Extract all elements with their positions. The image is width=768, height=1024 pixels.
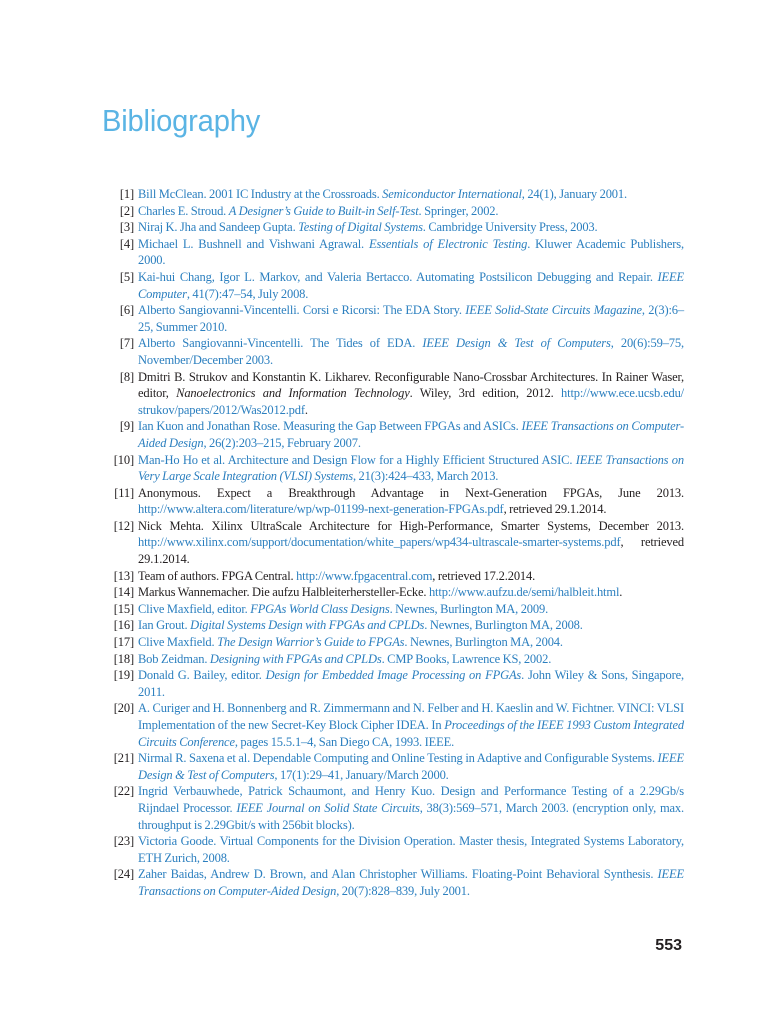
bib-entry	[104, 601, 684, 618]
bib-entry-link-text[interactable]: Victoria Goode. Virtual Components for the Division Operation. Master thesis, Integrated Systems Laboratory, ETH Zurich, 2008.	[138, 834, 684, 865]
bib-entry-link-text[interactable]: Ingrid Verbauwhede, Patrick Schaumont, and Henry Kuo. Design and Performance Testing of a 2.29Gb/s Rijndael Processor.	[138, 784, 684, 815]
bib-entry-source-title[interactable]: Digital Systems Design with FPGAs and CPLDs	[190, 618, 425, 633]
bib-entry-text: .	[304, 402, 308, 417]
page-title: Bibliography	[102, 103, 261, 138]
bib-entry-number: [17]	[113, 635, 134, 650]
bib-entry-number: [1]	[119, 187, 134, 201]
bib-entry	[104, 269, 684, 302]
bib-entry-source-title[interactable]: Semiconductor International	[382, 187, 522, 201]
bib-entry-source-title: Nanoelectronics and Information Technology	[176, 386, 410, 401]
bib-entry-source-title[interactable]: IEEE Solid-State Circuits Magazine	[465, 303, 642, 318]
bib-entry-link-text[interactable]: Man-Ho Ho et al. Architecture and Design Flow for a Highly Efficient Structured ASIC.	[138, 452, 576, 467]
bib-entry-text: Anonymous. Expect a Breakthrough Advantage in Next-Generation FPGAs, June 2013.	[138, 485, 684, 500]
bib-entry	[104, 186, 684, 203]
bib-entry-link-text[interactable]: , pages 15.5.1–4, San Diego CA, 1993. IEEE.	[234, 734, 455, 749]
bib-entry-text: Dmitri B. Strukov and Konstantin K. Likharev. Reconfigurable Nano-Crossbar Architectures. In Rainer Waser, editor,	[138, 369, 684, 401]
bib-entry-link-text[interactable]: , 38(3):569–571, March 2003. (encryption only, max. throughput is 2.29Gbit/s with 256bit blocks).	[138, 800, 684, 832]
bib-entry	[104, 700, 684, 750]
bib-entry-number: [5]	[119, 269, 134, 284]
bib-entry-number: [9]	[119, 419, 134, 434]
bib-entry	[104, 369, 684, 419]
bib-entry-source-title[interactable]: Proceedings of the IEEE 1993 Custom Integrated Circuits Conference	[138, 718, 684, 749]
bib-entry-link-text[interactable]: A. Curiger and H. Bonnenberg and R. Zimmermann and N. Felber and H. Kaeslin and W. Fichtner. VINCI: VLSI Implementation of the new Secret-Key Block Cipher IDEA. In	[138, 701, 684, 732]
bib-entry-source-title[interactable]: IEEE Design & Test of Computers	[422, 336, 611, 351]
bib-entry-url-link[interactable]: http://www.xilinx.com/support/documentation/white_papers/wp434-ultrascale-smarter-systems.pdf	[138, 535, 621, 550]
bib-entry	[104, 518, 684, 568]
bib-entry-link-text[interactable]: , 41(7):47–54, July 2008.	[186, 286, 309, 301]
bib-entry-link-text[interactable]: , 24(1), January 2001.	[521, 187, 627, 201]
bib-entry	[104, 452, 684, 485]
bib-entry	[104, 750, 684, 783]
bib-entry-text: , retrieved 29.1.2014.	[138, 535, 684, 567]
bib-entry-number: [24]	[113, 867, 134, 882]
bib-entry-text: .	[619, 585, 623, 600]
bib-entry	[104, 236, 684, 269]
bib-entry-link-text[interactable]: . Springer, 2002.	[418, 203, 499, 218]
bib-entry	[104, 568, 684, 585]
bib-entry-number: [4]	[119, 236, 134, 251]
bib-entry	[104, 302, 684, 335]
bib-entry-link-text[interactable]: Nirmal R. Saxena et al. Dependable Computing and Online Testing in Adaptive and Configurable Systems.	[138, 751, 658, 766]
bib-entry-link-text[interactable]: . Newnes, Burlington MA, 2009.	[389, 601, 549, 616]
bib-entry-link-text[interactable]: Niraj K. Jha and Sandeep Gupta.	[138, 220, 299, 235]
bib-entry	[104, 783, 684, 833]
bib-entry-url-link[interactable]: http://www.fpgacentral.com	[296, 568, 433, 583]
bib-entry-link-text[interactable]: Michael L. Bushnell and Vishwani Agrawal.	[138, 236, 369, 251]
bib-entry-link-text[interactable]: Alberto Sangiovanni-Vincentelli. The Tides of EDA.	[138, 336, 423, 351]
bib-entry-link-text[interactable]: , 20(6):59–75, November/December 2003.	[138, 336, 684, 367]
bib-entry-source-title[interactable]: IEEE Computer	[138, 269, 684, 301]
bib-entry-link-text[interactable]: Alberto Sangiovanni-Vincentelli. Corsi e Ricorsi: The EDA Story.	[138, 303, 466, 318]
bib-entry-link-text[interactable]: . Cambridge University Press, 2003.	[422, 220, 598, 235]
bib-entry-link-text[interactable]: . John Wiley & Sons, Singapore, 2011.	[138, 668, 684, 699]
bib-entry-text: , retrieved 29.1.2014.	[503, 502, 607, 517]
bib-entry	[104, 203, 684, 220]
bib-entry-number: [10]	[113, 452, 134, 467]
bib-entry-number: [12]	[113, 518, 134, 533]
bib-entry-source-title[interactable]: Essentials of Electronic Testing	[368, 236, 528, 251]
bib-entry-link-text[interactable]: . CMP Books, Lawrence KS, 2002.	[381, 651, 552, 666]
bib-entry-link-text[interactable]: Kai-hui Chang, Igor L. Markov, and Valeria Bertacco. Automating Postsilicon Debugging and Repair.	[138, 269, 658, 284]
bib-entry-number: [19]	[113, 668, 134, 683]
bib-entry	[104, 634, 684, 651]
bib-entry-link-text[interactable]: Ian Kuon and Jonathan Rose. Measuring the Gap Between FPGAs and ASICs.	[138, 419, 522, 434]
bib-entry	[104, 833, 684, 866]
bib-entry-source-title[interactable]: FPGAs World Class Designs	[250, 601, 390, 616]
bib-entry-link-text[interactable]: , 20(7):828–839, July 2001.	[336, 883, 470, 898]
bib-entry-text: Markus Wannemacher. Die aufzu Halbleiterhersteller-Ecke.	[138, 585, 429, 600]
bib-entry-link-text[interactable]: Zaher Baidas, Andrew D. Brown, and Alan Christopher Williams. Floating-Point Behavioral Synthesis.	[138, 867, 658, 882]
bib-entry-text: Nick Mehta. Xilinx UltraScale Architecture for High-Performance, Smarter Systems, December 2013.	[138, 518, 684, 533]
bib-entry-link-text[interactable]: Bill McClean. 2001 IC Industry at the Crossroads.	[138, 187, 383, 201]
bib-entry-text: . Wiley, 3rd edition, 2012.	[409, 386, 562, 401]
bib-entry-number: [6]	[119, 303, 134, 318]
bib-entry-link-text[interactable]: . Kluwer Academic Publishers, 2000.	[138, 236, 684, 268]
bib-entry	[104, 617, 684, 634]
bib-entry-text: , retrieved 17.2.2014.	[432, 568, 536, 583]
bib-entry-url-link[interactable]: http://www.ece.ucsb.edu/ strukov/papers/2012/Was2012.pdf	[138, 386, 685, 417]
bib-entry-source-title[interactable]: Testing of Digital Systems	[298, 220, 423, 235]
bib-entry-url-link[interactable]: http://www.altera.com/literature/wp/wp-01199-next-generation-FPGAs.pdf	[138, 502, 504, 517]
bib-entry-number: [13]	[113, 568, 134, 583]
bib-entry	[104, 651, 684, 668]
bib-entry-link-text[interactable]: Charles E. Stroud.	[138, 203, 229, 218]
bib-entry-source-title[interactable]: IEEE Journal on Solid State Circuits	[236, 800, 420, 815]
bib-entry	[104, 418, 684, 451]
bib-entry-link-text[interactable]: , 2(3):6–25, Summer 2010.	[138, 303, 684, 334]
bib-entry-number: [2]	[119, 203, 134, 218]
bib-entry-link-text[interactable]: , 17(1):29–41, January/March 2000.	[274, 767, 449, 782]
bib-entry-number: [21]	[113, 751, 134, 766]
bib-entry-number: [14]	[113, 585, 134, 600]
bib-entry-source-title[interactable]: Designing with FPGAs and CPLDs	[209, 651, 382, 666]
bib-entry-number: [8]	[119, 369, 134, 384]
bibliography-list	[104, 186, 684, 900]
bib-entry	[104, 667, 684, 700]
bib-entry-link-text[interactable]: . Newnes, Burlington MA, 2004.	[404, 635, 563, 650]
bib-entry-source-title[interactable]: A Designer’s Guide to Built-in Self-Test	[228, 203, 419, 218]
bib-entry	[104, 335, 684, 368]
bib-entry-link-text[interactable]: , 26(2):203–215, February 2007.	[203, 435, 361, 450]
bib-entry-number: [7]	[119, 336, 134, 351]
bib-entry-text: Team of authors. FPGA Central.	[138, 568, 297, 583]
bib-entry-number: [22]	[113, 784, 134, 799]
page-number: 553	[655, 937, 682, 954]
bib-entry-link-text[interactable]: . Newnes, Burlington MA, 2008.	[424, 618, 583, 633]
bib-entry-source-title[interactable]: IEEE Design & Test of Computers	[138, 751, 684, 782]
bib-entry-source-title[interactable]: IEEE Transactions on Computer-Aided Design	[138, 867, 684, 898]
bib-entry-number: [16]	[113, 618, 134, 633]
bib-entry-source-title[interactable]: Design for Embedded Image Processing on FPGAs	[265, 668, 522, 683]
bib-entry-link-text[interactable]: Clive Maxfield.	[138, 635, 218, 650]
bib-entry-number: [18]	[113, 651, 134, 666]
bib-entry-number: [20]	[113, 701, 134, 716]
bib-entry-source-title[interactable]: IEEE Transactions on Computer-Aided Design	[138, 419, 684, 450]
bib-entry	[104, 485, 684, 518]
bib-entry	[104, 584, 684, 601]
bib-entry-number: [15]	[113, 601, 134, 616]
bib-entry-link-text[interactable]: Bob Zeidman.	[138, 651, 210, 666]
bib-entry-source-title[interactable]: IEEE Transactions on Very Large Scale Integration (VLSI) Systems	[138, 452, 684, 484]
bib-entry	[104, 219, 684, 236]
bib-entry-number: [3]	[119, 220, 134, 235]
bib-entry-number: [11]	[114, 485, 134, 500]
bib-entry-url-link[interactable]: http://www.aufzu.de/semi/halbleit.html	[428, 585, 620, 600]
bib-entry-source-title[interactable]: The Design Warrior’s Guide to FPGAs	[217, 635, 405, 650]
bib-entry-link-text[interactable]: Clive Maxfield, editor.	[138, 601, 251, 616]
bib-entry-link-text[interactable]: Donald G. Bailey, editor.	[138, 668, 266, 683]
bib-entry-number: [23]	[113, 834, 134, 849]
bib-entry-link-text[interactable]: Ian Grout.	[138, 618, 191, 633]
bib-entry	[104, 866, 684, 899]
bib-entry-link-text[interactable]: , 21(3):424–433, March 2013.	[353, 469, 499, 484]
